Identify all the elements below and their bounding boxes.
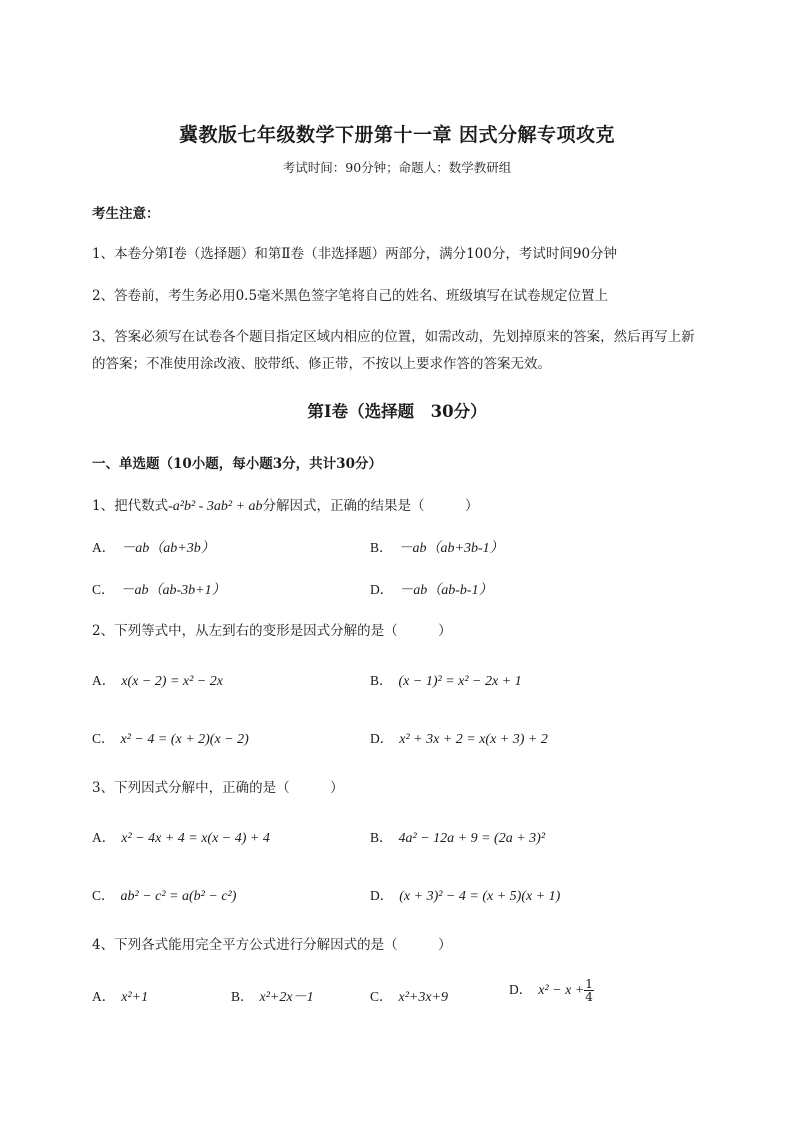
notice-heading: 考生注意：	[92, 206, 160, 222]
option-text: x² + 3x + 2 = x(x + 3) + 2	[399, 732, 548, 747]
document-title: 冀教版七年级数学下册第十一章 因式分解专项攻克	[178, 124, 616, 146]
question-1-option-a[interactable]	[92, 536, 215, 557]
question-4-option-a[interactable]	[92, 985, 148, 1006]
option-text: －ab（ab+3b）	[121, 541, 215, 556]
option-text: x² − x +	[538, 983, 585, 998]
option-label: D．	[370, 582, 394, 597]
question-1-option-d[interactable]	[370, 578, 493, 599]
question-1-option-b[interactable]	[370, 536, 504, 557]
option-label: D．	[509, 982, 533, 997]
document-subtitle: 考试时间：90分钟；命题人：数学教研组	[282, 160, 512, 175]
question-3-stem: 3、下列因式分解中，正确的是（ ）	[92, 780, 344, 796]
option-text: (x − 1)² = x² − 2x + 1	[398, 674, 522, 689]
option-text: x²+2x－1	[259, 990, 314, 1005]
question-1-stem	[92, 494, 478, 515]
option-text: 4a² − 12a + 9 = (2a + 3)²	[398, 831, 546, 846]
part-title: 一、单选题（10小题，每小题3分，共计30分）	[92, 456, 382, 472]
question-4-option-b[interactable]	[231, 985, 314, 1006]
option-label: A．	[92, 989, 116, 1004]
section-title: 第Ⅰ卷（选择题 30分）	[307, 402, 487, 421]
question-2-option-b[interactable]	[370, 669, 522, 690]
notice-item-1: 1、本卷分第Ⅰ卷（选择题）和第Ⅱ卷（非选择题）两部分，满分100分，考试时间90分钟	[92, 246, 618, 262]
option-text: －ab（ab-b-1）	[399, 583, 493, 598]
option-text: x²+1	[121, 990, 149, 1005]
fraction-numerator: 1	[585, 977, 593, 991]
question-3-option-c[interactable]	[92, 884, 236, 905]
option-text: x² − 4x + 4 = x(x − 4) + 4	[121, 831, 270, 846]
question-2-option-d[interactable]	[370, 727, 548, 748]
question-2-option-a[interactable]	[92, 669, 223, 690]
option-label: C．	[92, 582, 115, 597]
question-4-option-d[interactable]	[509, 978, 594, 1003]
option-label: B．	[231, 989, 254, 1004]
option-label: D．	[370, 731, 394, 746]
question-2-option-c[interactable]	[92, 727, 249, 748]
notice-item-2: 2、答卷前，考生务必用0.5毫米黑色签字笔将自己的姓名、班级填写在试卷规定位置上	[92, 288, 609, 304]
option-label: A．	[92, 673, 116, 688]
option-label: C．	[92, 731, 115, 746]
question-1-math: -a²b² - 3ab² + ab	[168, 499, 263, 514]
option-label: A．	[92, 830, 116, 845]
option-text: x² − 4 = (x + 2)(x − 2)	[120, 732, 249, 747]
fraction-denominator: 4	[585, 990, 593, 1004]
option-label: B．	[370, 830, 393, 845]
option-label: B．	[370, 540, 393, 555]
question-3-option-b[interactable]	[370, 826, 545, 847]
option-text: x²+3x+9	[398, 990, 449, 1005]
question-3-option-d[interactable]	[370, 884, 560, 905]
option-text: ab² − c² = a(b² − c²)	[120, 889, 237, 904]
question-1-suffix: 分解因式，正确的结果是（ ）	[262, 498, 479, 514]
question-4-option-c[interactable]	[370, 985, 448, 1006]
notice-item-3: 3、答案必须写在试卷各个题目指定区域内相应的位置，如需改动，先划掉原来的答案，然后再写上新	[92, 329, 695, 345]
question-4-stem: 4、下列各式能用完全平方公式进行分解因式的是（ ）	[92, 937, 452, 953]
option-text: －ab（ab+3b-1）	[398, 541, 504, 556]
question-1-option-c[interactable]	[92, 578, 226, 599]
option-label: B．	[370, 673, 393, 688]
option-text: x(x − 2) = x² − 2x	[121, 674, 223, 689]
question-3-option-a[interactable]	[92, 826, 270, 847]
option-label: C．	[92, 888, 115, 903]
fraction	[584, 978, 594, 1003]
option-label: C．	[370, 989, 393, 1004]
option-text: (x + 3)² − 4 = (x + 5)(x + 1)	[399, 889, 561, 904]
notice-item-3-cont: 的答案；不准使用涂改液、胶带纸、修正带，不按以上要求作答的答案无效。	[92, 356, 551, 372]
question-1-prefix: 1、把代数式	[92, 498, 169, 514]
option-label: D．	[370, 888, 394, 903]
question-2-stem: 2、下列等式中，从左到右的变形是因式分解的是（ ）	[92, 623, 452, 639]
option-text: －ab（ab-3b+1）	[120, 583, 226, 598]
option-label: A．	[92, 540, 116, 555]
